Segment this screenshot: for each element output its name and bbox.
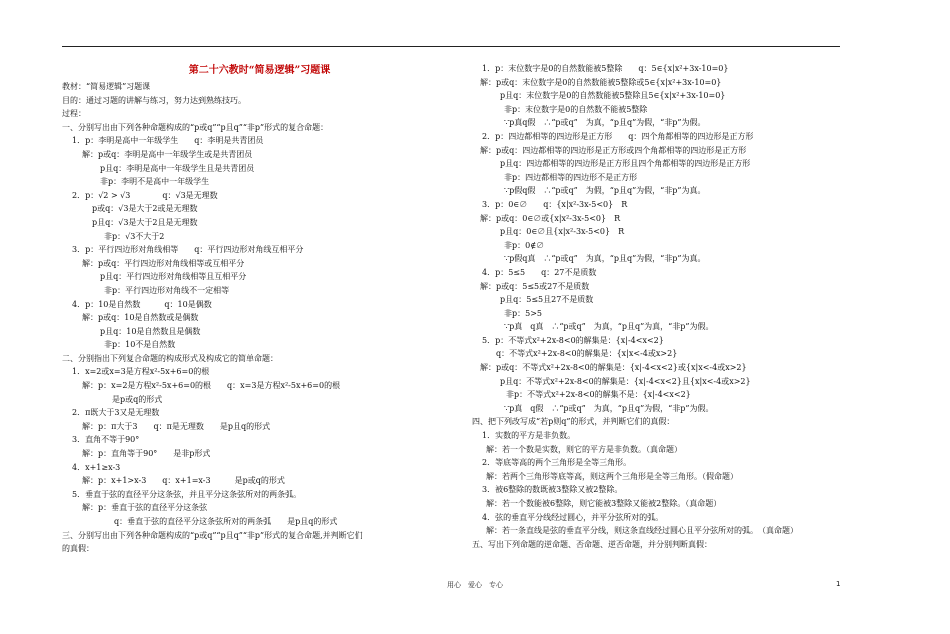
- text-line: 过程：: [62, 109, 86, 119]
- text-line: p且q：10是自然数且是偶数: [100, 326, 201, 336]
- text-line: 一、分别写出由下列各种命题构成的“p或q”“p且q”“非p”形式的复合命题：: [62, 122, 329, 132]
- text-line: 2．π既大于3又是无理数: [72, 408, 160, 418]
- text-line: p且q：√3是大于2且是无理数: [92, 217, 198, 227]
- text-line: 非p：5>5: [504, 308, 543, 318]
- text-line: 解：若两个三角形等底等高，则这两个三角形是全等三角形。（假命题）: [486, 471, 738, 481]
- text-line: p且q：5≤5且27不是质数: [500, 295, 594, 305]
- header-rule: [62, 46, 840, 47]
- text-line: q：垂直于弦的直径平分这条弦所对的两条弧 是p且q的形式: [114, 517, 338, 526]
- text-line: 解：p：π大于3 q：π是无理数 是p且q的形式: [82, 421, 271, 431]
- text-line: 解：p：直角等于90° 是非p形式: [82, 449, 211, 459]
- text-line: ∵p假q假 ∴“p或q” 为假，“p且q”为假，“非p”为真。: [504, 186, 706, 196]
- text-line: 非p：末位数字是0的自然数不能被5整除: [504, 104, 648, 114]
- text-line: 二、分别指出下列复合命题的构成形式及构成它的简单命题：: [62, 353, 278, 363]
- text-line: 解：若一个数是实数，则它的平方是非负数。（真命题）: [486, 444, 682, 454]
- text-line: 非p：四边都相等的四边形不是正方形: [504, 172, 638, 182]
- right-column: [472, 62, 842, 551]
- text-line: 非p：不等式x²+2x-8<0的解集不是：{x|-4<x<2}: [506, 390, 691, 400]
- text-line: 4．p：5≤5 q：27不是质数: [482, 267, 597, 277]
- right-text-lines: [472, 62, 842, 551]
- text-line: p且q：四边都相等的四边形是正方形且四个角都相等的四边形是正方形: [500, 159, 751, 169]
- text-line: ∵p假q真 ∴“p或q” 为真，“p且q”为假，“非p”为真。: [504, 254, 706, 264]
- text-line: 5．垂直于弦的直径平分这条弦，并且平分这条弦所对的两条弧。: [72, 489, 302, 499]
- text-line: 5．p：不等式x²+2x-8<0的解集是：{x|-4<x<2}: [482, 335, 664, 345]
- text-line: 解：若一条直线是弦的垂直平分线，则这条直线经过圆心且平分弦所对的弧。 （真命题）: [486, 526, 798, 536]
- text-line: 非p：10不是自然数: [104, 340, 176, 350]
- text-line: 解：若一个数能被6整除，则它能被3整除又能被2整除。（真命题）: [486, 499, 722, 508]
- text-line: 3．直角不等于90°: [72, 435, 140, 445]
- text-line: 解：p：x=2是方程x²-5x+6=0的根 q：x=3是方程x²-5x+6=0的根: [82, 381, 341, 391]
- text-line: 教材：“简易逻辑”习题课: [62, 82, 151, 91]
- text-line: 五、写出下列命题的逆命题、否命题、逆否命题，并分别判断真假：: [472, 539, 712, 549]
- page-footer: 用心 爱心 专心: [447, 581, 503, 589]
- text-line: 解：p或q：平行四边形对角线相等或互相平分: [82, 258, 245, 268]
- left-text-lines: [62, 80, 457, 556]
- text-line: 解：p或q：李明是高中一年级学生或是共青团员: [82, 149, 253, 159]
- text-line: 1．p：末位数字是0的自然数能被5整除 q：5∈{x|x²+3x-10=0}: [482, 64, 729, 73]
- text-line: 2．p：四边都相等的四边形是正方形 q：四个角都相等的四边形是正方形: [482, 131, 754, 141]
- text-line: 1．p：李明是高中一年级学生 q：李明是共青团员: [72, 136, 264, 146]
- text-line: q：不等式x²+2x-8<0的解集是：{x|x<-4或x>2}: [496, 349, 678, 359]
- text-line: p且q：不等式x²+2x-8<0的解集是：{x|-4<x<2}且{x|x<-4或x>2}: [500, 376, 751, 386]
- text-line: 解：p或q：0∈∅或{x|x²-3x-5<0} R: [480, 213, 621, 223]
- text-line: ∵p真 q假 ∴“p或q” 为真，“p且q”为假，“非p”为假。: [504, 403, 714, 413]
- text-line: 解：p或q：四边都相等的四边形是正方形或四个角都相等的四边形是正方形: [480, 145, 747, 155]
- text-line: ∵p真q假 ∴“p或q” 为真，“p且q”为假，“非p”为假。: [504, 118, 706, 128]
- text-line: 解：p或q：10是自然数或是偶数: [82, 313, 199, 323]
- text-line: 4．弦的垂直平分线经过圆心，并平分弦所对的弧。: [482, 512, 664, 522]
- text-line: 4．x+1≥x-3: [72, 462, 121, 472]
- text-line: 2．p：√2 > √3 q：√3是无理数: [72, 190, 218, 200]
- document-title: 第二十六教时“简易逻辑”习题课: [188, 65, 331, 76]
- text-line: 解：p或q：5≤5或27不是质数: [480, 281, 590, 291]
- text-line: 3．p：0∈∅ q：{x|x²-3x-5<0} R: [482, 199, 628, 209]
- text-line: 目的：通过习题的讲解与练习，努力达到熟练技巧。: [62, 95, 246, 105]
- text-line: 3．被6整除的数既被3整除又被2整除。: [482, 485, 623, 495]
- text-line: 4．p：10是自然数 q：10是偶数: [72, 299, 212, 309]
- text-line: p且q：0∈∅且{x|x²-3x-5<0} R: [500, 227, 625, 237]
- text-line: 三、分别写出由下列各种命题构成的“p或q”“p且q”“非p”形式的复合命题,并判断它们: [62, 530, 363, 540]
- text-line: p且q：李明是高中一年级学生且是共青团员: [100, 163, 255, 173]
- page-number: 1: [836, 580, 841, 588]
- text-line: 四、把下列改写成“若p则q”的形式，并判断它们的真假：: [472, 417, 675, 427]
- text-line: 非p：√3不大于2: [104, 231, 165, 241]
- text-line: 1．x=2或x=3是方程x²-5x+6=0的根: [72, 367, 210, 377]
- text-line: 是p或q的形式: [112, 394, 163, 404]
- text-line: p且q：平行四边形对角线相等且互相平分: [100, 272, 247, 282]
- text-line: p且q：末位数字是0的自然数能被5整除且5∈{x|x²+3x-10=0}: [500, 91, 726, 101]
- text-line: ∵p真 q真 ∴“p或q” 为真，“p且q”为真，“非p”为假。: [504, 322, 714, 332]
- text-line: 解：p或q：不等式x²+2x-8<0的解集是：{x|-4<x<2}或{x|x<-4或x>2}: [480, 363, 747, 373]
- text-line: 1．实数的平方是非负数。: [482, 431, 576, 441]
- text-line: 解：p或q：末位数字是0的自然数能被5整除或5∈{x|x²+3x-10=0}: [480, 77, 722, 87]
- text-line: 解：p：x+1>x-3 q：x+1=x-3 是p或q的形式: [82, 476, 285, 486]
- text-line: p或q：√3是大于2或是无理数: [92, 204, 198, 214]
- text-line: 非p：李明不是高中一年级学生: [100, 177, 210, 187]
- left-column: [62, 62, 457, 556]
- text-line: 3．p：平行四边形对角线相等 q：平行四边形对角线互相平分: [72, 245, 304, 255]
- text-line: 非p：0∉∅: [504, 240, 545, 250]
- text-line: 2．等底等高的两个三角形是全等三角形。: [482, 458, 632, 468]
- text-line: 解：p：垂直于弦的直径平分这条弦: [82, 503, 208, 513]
- text-line: 的真假：: [62, 544, 94, 554]
- text-line: 非p：平行四边形对角线不一定相等: [104, 285, 230, 295]
